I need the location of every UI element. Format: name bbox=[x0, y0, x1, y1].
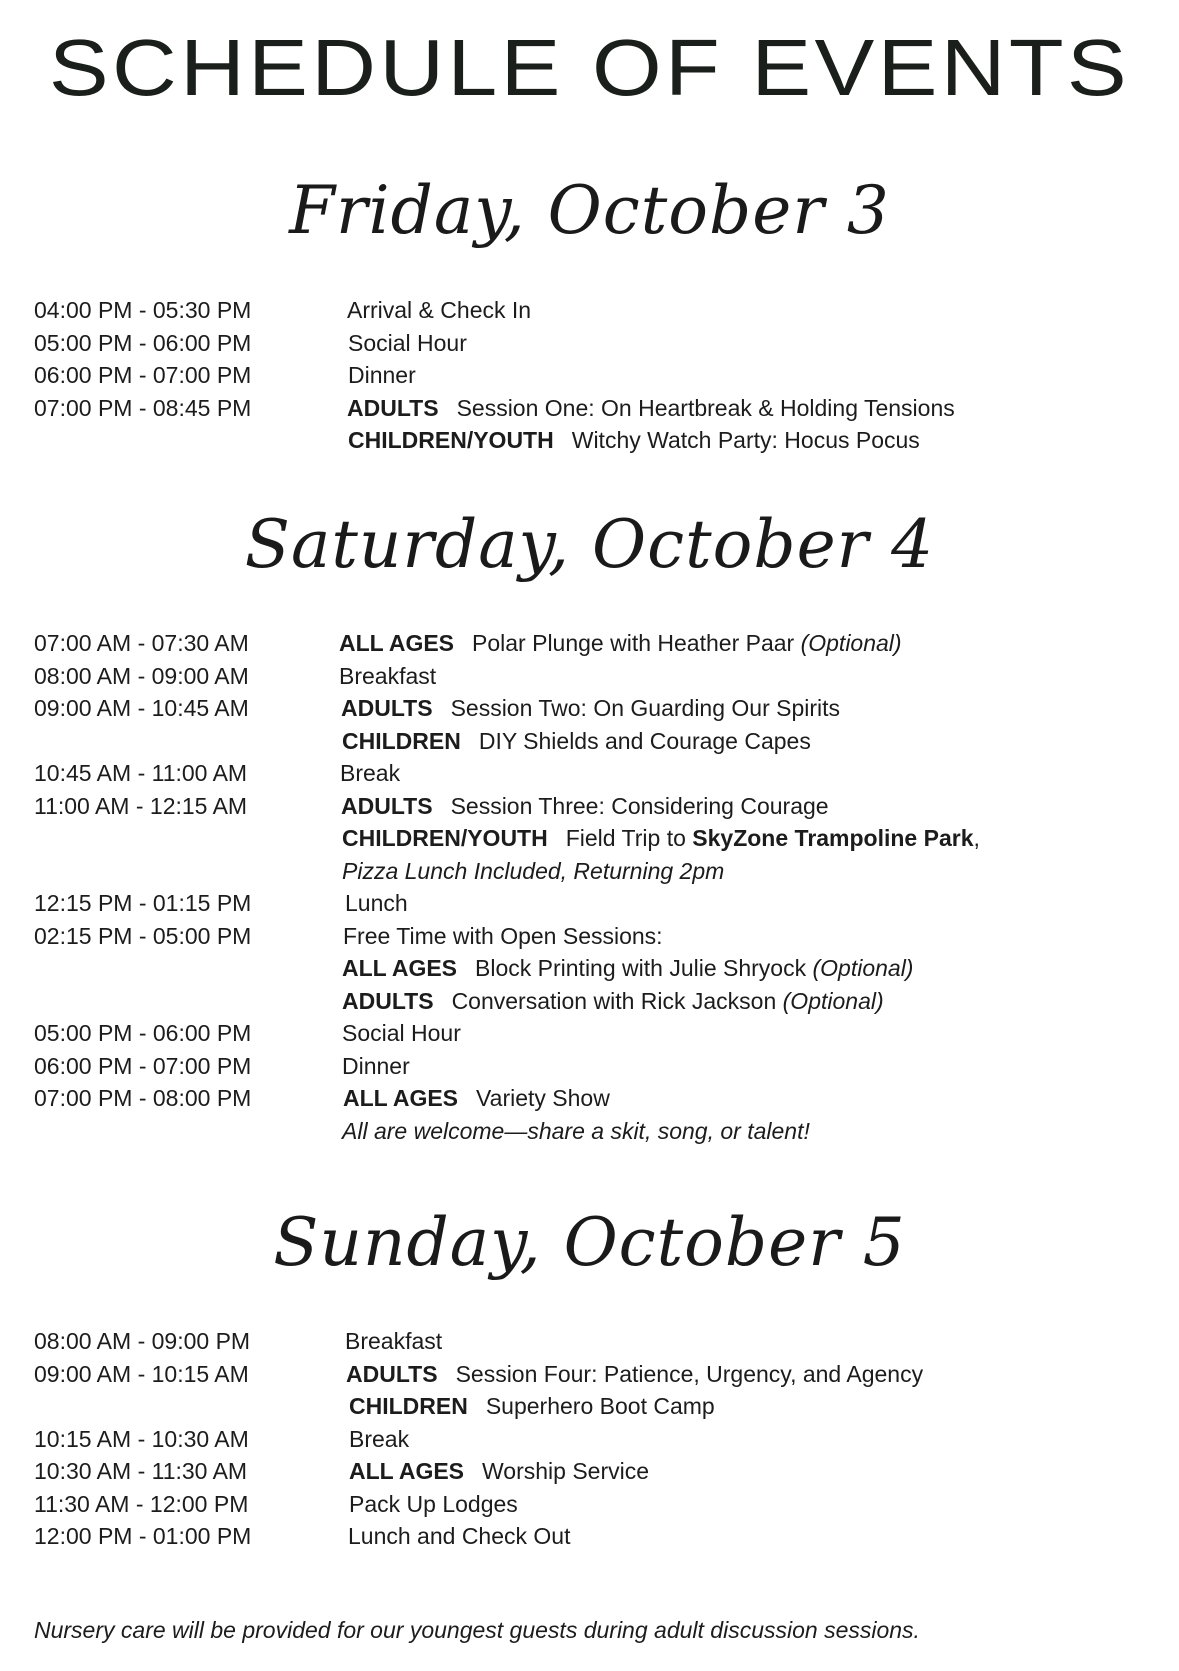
audience-tag: CHILDREN bbox=[342, 727, 461, 754]
schedule-row bbox=[0, 1082, 1179, 1115]
audience-tag: CHILDREN bbox=[349, 1393, 468, 1419]
event-text: Dinner bbox=[342, 1052, 410, 1079]
event-description: Variety Show bbox=[476, 1085, 610, 1111]
event-description: Session Three: Considering Courage bbox=[450, 792, 829, 819]
event-description: Witchy Watch Party: Hocus Pocus bbox=[571, 427, 920, 453]
schedule-row bbox=[0, 757, 1179, 790]
event-text: Social Hour bbox=[348, 329, 467, 356]
event-description: Session One: On Heartbreak & Holding Tensions bbox=[456, 394, 955, 421]
schedule-row bbox=[0, 359, 1179, 392]
schedule-row bbox=[0, 1115, 1179, 1148]
audience-tag: ALL AGES bbox=[349, 1458, 465, 1484]
audience-tag: ADULTS bbox=[342, 987, 434, 1014]
schedule-row bbox=[0, 887, 1179, 920]
event-text: Lunch bbox=[345, 890, 408, 916]
time-range: 07:00 PM - 08:45 PM bbox=[34, 394, 252, 421]
time-range: 12:00 PM - 01:00 PM bbox=[34, 1523, 252, 1549]
event-description: DIY Shields and Courage Capes bbox=[478, 727, 811, 754]
schedule-row bbox=[0, 985, 1179, 1018]
time-range: 05:00 PM - 06:00 PM bbox=[34, 1020, 252, 1046]
event-note: All are welcome—share a skit, song, or talent! bbox=[342, 1117, 810, 1144]
optional-note: (Optional) bbox=[782, 987, 884, 1014]
event-description: Polar Plunge with Heather Paar bbox=[472, 630, 801, 656]
schedule-friday bbox=[0, 294, 1179, 457]
time-range: 08:00 AM - 09:00 PM bbox=[34, 1328, 251, 1354]
time-range: 11:00 AM - 12:15 AM bbox=[34, 792, 248, 819]
event-description: Conversation with Rick Jackson bbox=[451, 987, 783, 1014]
schedule-row bbox=[0, 692, 1179, 725]
time-range: 08:00 AM - 09:00 AM bbox=[34, 662, 249, 689]
schedule-saturday bbox=[0, 627, 1179, 1147]
event-text bbox=[339, 627, 902, 660]
day-heading-friday: Friday, October 3 bbox=[289, 172, 890, 249]
audience-tag: ALL AGES bbox=[339, 630, 455, 656]
time-range: 12:15 PM - 01:15 PM bbox=[34, 890, 252, 916]
event-note: Pizza Lunch Included, Returning 2pm bbox=[342, 857, 725, 884]
event-description: Field Trip to bbox=[565, 825, 693, 851]
event-text: Arrival & Check In bbox=[347, 297, 532, 323]
time-range: 09:00 AM - 10:45 AM bbox=[34, 695, 249, 721]
schedule-row bbox=[0, 1050, 1179, 1083]
day-heading-sunday: Sunday, October 5 bbox=[273, 1204, 906, 1281]
schedule-row bbox=[0, 1325, 1179, 1358]
event-text bbox=[346, 1358, 923, 1391]
time-range: 10:45 AM - 11:00 AM bbox=[34, 760, 248, 786]
schedule-row bbox=[0, 627, 1179, 660]
event-text: Break bbox=[349, 1425, 410, 1452]
audience-tag: ADULTS bbox=[341, 792, 433, 819]
schedule-row bbox=[0, 1520, 1179, 1553]
event-text bbox=[341, 790, 829, 823]
audience-tag: CHILDREN/YOUTH bbox=[348, 427, 554, 453]
day-heading-saturday: Saturday, October 4 bbox=[244, 506, 935, 583]
optional-note: (Optional) bbox=[800, 630, 902, 656]
schedule-row bbox=[0, 424, 1179, 457]
time-range: 07:00 PM - 08:00 PM bbox=[34, 1085, 252, 1111]
schedule-row bbox=[0, 1017, 1179, 1050]
event-text: Dinner bbox=[348, 362, 416, 388]
schedule-row bbox=[0, 1390, 1179, 1423]
event-description: Block Printing with Julie Shryock bbox=[475, 955, 813, 981]
audience-tag: ADULTS bbox=[346, 1360, 438, 1387]
time-range: 07:00 AM - 07:30 AM bbox=[34, 630, 249, 656]
event-text: Social Hour bbox=[342, 1020, 461, 1046]
event-text: Lunch and Check Out bbox=[348, 1523, 571, 1549]
event-text bbox=[342, 985, 884, 1018]
schedule-row bbox=[0, 1423, 1179, 1456]
time-range: 05:00 PM - 06:00 PM bbox=[34, 329, 252, 356]
page-title: SCHEDULE OF EVENTS bbox=[48, 23, 1131, 112]
audience-tag: CHILDREN/YOUTH bbox=[342, 825, 548, 851]
event-text bbox=[349, 1390, 715, 1423]
venue-name: SkyZone Trampoline Park bbox=[692, 825, 974, 851]
event-text bbox=[342, 952, 913, 985]
event-text: Breakfast bbox=[345, 1328, 443, 1354]
event-text bbox=[348, 424, 920, 457]
event-text: Break bbox=[340, 760, 401, 786]
punctuation: , bbox=[973, 825, 980, 851]
time-range: 10:15 AM - 10:30 AM bbox=[34, 1425, 249, 1452]
schedule-row bbox=[0, 855, 1179, 888]
time-range: 02:15 PM - 05:00 PM bbox=[34, 922, 252, 949]
schedule-row bbox=[0, 294, 1179, 327]
event-description: Superhero Boot Camp bbox=[485, 1393, 715, 1419]
time-range: 09:00 AM - 10:15 AM bbox=[34, 1360, 249, 1387]
schedule-row bbox=[0, 822, 1179, 855]
schedule-row bbox=[0, 920, 1179, 953]
schedule-sunday bbox=[0, 1325, 1179, 1553]
event-text bbox=[347, 392, 955, 425]
schedule-row bbox=[0, 952, 1179, 985]
event-text bbox=[341, 692, 840, 725]
time-range: 11:30 AM - 12:00 PM bbox=[34, 1490, 249, 1517]
time-range: 06:00 PM - 07:00 PM bbox=[34, 1052, 252, 1079]
audience-tag: ADULTS bbox=[341, 695, 433, 721]
schedule-row bbox=[0, 725, 1179, 758]
audience-tag: ALL AGES bbox=[343, 1085, 459, 1111]
nursery-footnote: Nursery care will be provided for our youngest guests during adult discussion sessions. bbox=[34, 1617, 920, 1643]
event-text: Free Time with Open Sessions: bbox=[343, 922, 663, 949]
event-text: Pack Up Lodges bbox=[349, 1490, 518, 1517]
schedule-row bbox=[0, 392, 1179, 425]
schedule-row bbox=[0, 660, 1179, 693]
schedule-row bbox=[0, 790, 1179, 823]
optional-note: (Optional) bbox=[812, 955, 914, 981]
event-text bbox=[342, 822, 980, 855]
schedule-row bbox=[0, 1455, 1179, 1488]
schedule-row bbox=[0, 327, 1179, 360]
time-range: 04:00 PM - 05:30 PM bbox=[34, 297, 252, 323]
event-description: Session Two: On Guarding Our Spirits bbox=[450, 695, 841, 721]
event-text bbox=[349, 1455, 649, 1488]
audience-tag: ALL AGES bbox=[342, 955, 458, 981]
schedule-row bbox=[0, 1488, 1179, 1521]
time-range: 10:30 AM - 11:30 AM bbox=[34, 1458, 248, 1484]
audience-tag: ADULTS bbox=[347, 394, 439, 421]
time-range: 06:00 PM - 07:00 PM bbox=[34, 362, 252, 388]
event-text: Breakfast bbox=[339, 662, 437, 689]
event-description: Session Four: Patience, Urgency, and Agency bbox=[455, 1360, 924, 1387]
event-text bbox=[342, 725, 811, 758]
event-text bbox=[343, 1082, 610, 1115]
schedule-row bbox=[0, 1358, 1179, 1391]
event-description: Worship Service bbox=[482, 1458, 650, 1484]
